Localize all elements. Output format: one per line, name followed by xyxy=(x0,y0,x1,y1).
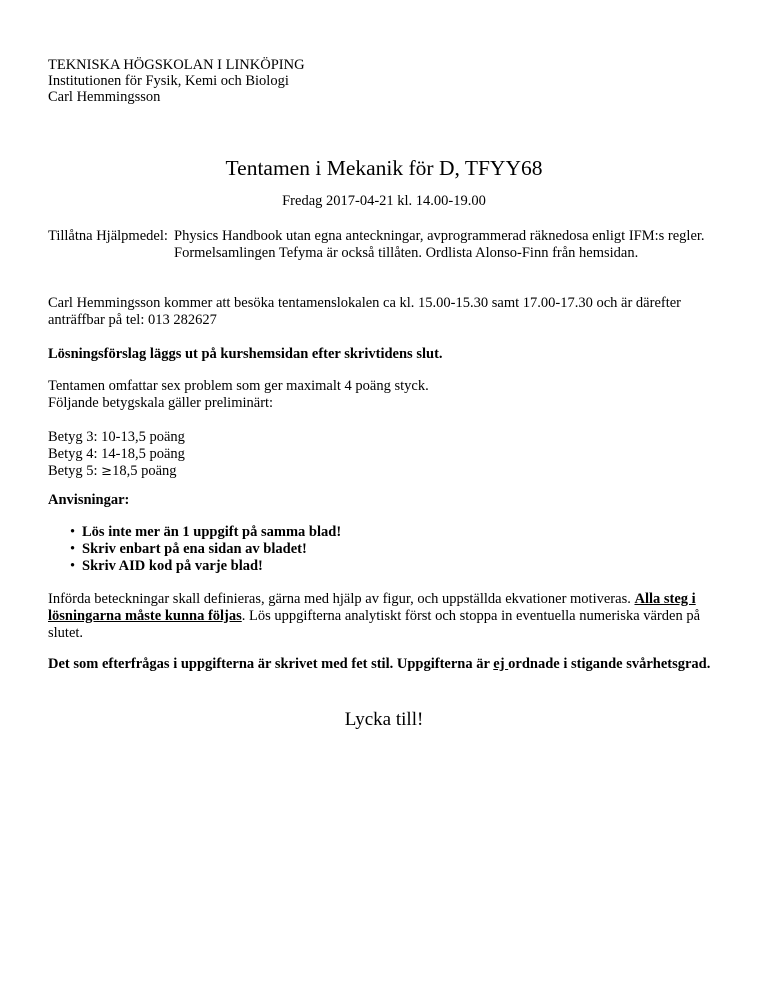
notation-text-2: . Lös uppgifterna analytiskt först och stoppa in eventuella numeriska värden på slutet. xyxy=(48,608,701,641)
notation-text-1: Införda beteckningar skall definieras, gärna med hjälp av figur, och uppställda ekvationer motiveras. xyxy=(48,591,635,607)
allowed-aids-text: Physics Handbook utan egna anteckningar, avprogrammerad räknedosa enligt IFM:s regler. Formelsamlingen Tefyma är också tillåten. Ordlista Alonso-Finn från hemsidan. xyxy=(174,228,705,261)
exam-title: Tentamen i Mekanik för D, TFYY68 xyxy=(225,156,543,180)
notation-underlined: Alla steg i lösningarna måste kunna följas xyxy=(48,591,696,624)
instruction-item: • Lös inte mer än 1 uppgift på samma blad! xyxy=(48,524,341,541)
grade-3: Betyg 3: 10-13,5 poäng xyxy=(48,429,185,445)
document-header xyxy=(48,57,728,105)
scope-line-1: Tentamen omfattar sex problem som ger maximalt 4 poäng styck. xyxy=(48,378,429,394)
exam-scope xyxy=(48,378,728,412)
instructions-list xyxy=(48,524,341,575)
allowed-aids-label: Tillåtna Hjälpmedel: xyxy=(48,228,168,244)
scope-line-2: Följande betygskala gäller preliminärt: xyxy=(48,395,274,411)
grade-5-suffix: poäng xyxy=(137,463,177,479)
school-name: TEKNISKA HÖGSKOLAN I LINKÖPING xyxy=(48,57,305,73)
teacher-visit-info: Carl Hemmingsson kommer att besöka tentamenslokalen ca kl. 15.00-15.30 samt 17.00-17.30 och är därefter anträffbar på tel: 013 282627 xyxy=(48,295,682,328)
good-luck: Lycka till! xyxy=(344,709,424,730)
geq-symbol: ≥ xyxy=(101,464,113,479)
instructions-heading: Anvisningar: xyxy=(48,492,130,508)
grade-5-prefix: Betyg 5: xyxy=(48,463,102,479)
solutions-note: Lösningsförslag läggs ut på kurshemsidan efter skrivtidens slut. xyxy=(48,346,443,362)
exam-date: Fredag 2017-04-21 kl. 14.00-19.00 xyxy=(282,193,486,209)
grade-scale xyxy=(48,429,728,480)
department-name: Institutionen för Fysik, Kemi och Biologi xyxy=(48,73,289,89)
grade-5 xyxy=(48,463,728,480)
bold-note-underlined: ej xyxy=(493,656,509,672)
bold-note-text-2: ordnade i stigande svårhetsgrad. xyxy=(508,656,711,672)
bold-note-paragraph xyxy=(48,656,728,673)
instruction-item: • Skriv enbart på ena sidan av bladet! xyxy=(48,541,341,558)
grade-5-value: 18,5 xyxy=(112,463,138,479)
instruction-item: • Skriv AID kod på varje blad! xyxy=(48,558,341,575)
bold-note-text-1: Det som efterfrågas i uppgifterna är skrivet med fet stil. Uppgifterna är xyxy=(48,656,494,672)
notation-paragraph xyxy=(48,591,728,642)
allowed-aids xyxy=(48,228,728,262)
grade-4: Betyg 4: 14-18,5 poäng xyxy=(48,446,185,462)
teacher-name: Carl Hemmingsson xyxy=(48,89,161,105)
